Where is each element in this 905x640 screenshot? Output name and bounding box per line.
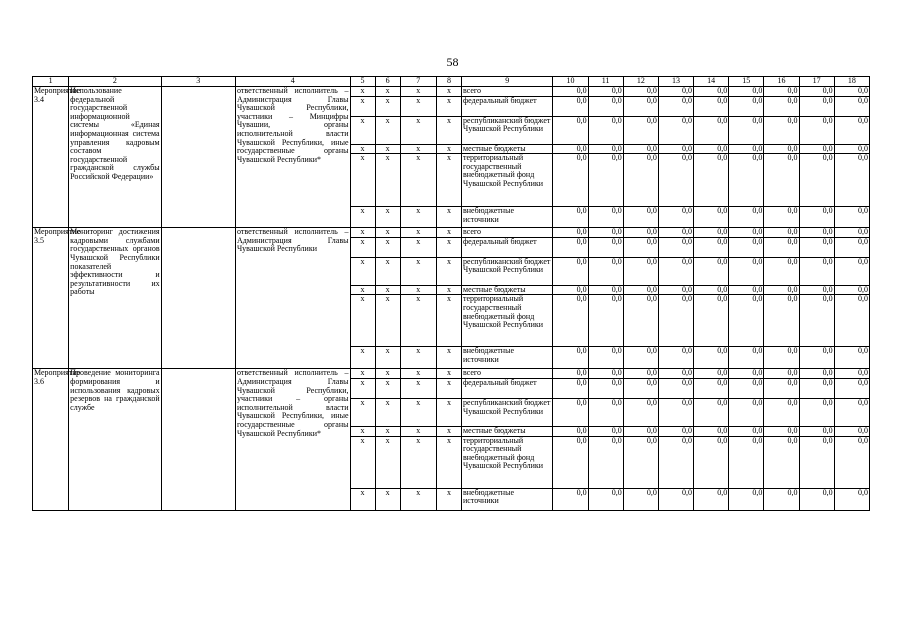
x-mark: x (375, 144, 400, 154)
x-mark: x (375, 426, 400, 436)
amount-cell: 0,0 (834, 488, 869, 510)
amount-cell: 0,0 (729, 144, 764, 154)
x-mark: x (400, 144, 436, 154)
x-mark: x (350, 488, 375, 510)
table-row (33, 228, 870, 238)
amount-cell: 0,0 (694, 347, 729, 369)
table-row (33, 369, 870, 379)
amount-cell: 0,0 (658, 426, 693, 436)
x-mark: x (350, 398, 375, 426)
column-number: 17 (799, 77, 834, 87)
funding-source: республиканский бюджет Чувашской Республики (462, 398, 553, 426)
amount-cell: 0,0 (764, 369, 799, 379)
x-mark: x (436, 144, 461, 154)
x-mark: x (350, 207, 375, 228)
x-mark: x (436, 228, 461, 238)
x-mark: x (400, 285, 436, 295)
amount-cell: 0,0 (729, 488, 764, 510)
amount-cell: 0,0 (588, 257, 623, 285)
column-number: 3 (161, 77, 235, 87)
x-mark: x (350, 347, 375, 369)
amount-cell: 0,0 (694, 96, 729, 116)
activity-name: Использование федеральной государственной информационной системы «Единая информационная система управления кадровым составом государственной гражданской службы Российской Федерации» (69, 87, 161, 228)
activity-code: Мероприятие 3.5 (33, 228, 69, 369)
x-mark: x (400, 369, 436, 379)
amount-cell: 0,0 (553, 426, 588, 436)
x-mark: x (375, 436, 400, 488)
x-mark: x (436, 257, 461, 285)
amount-cell: 0,0 (623, 87, 658, 97)
x-mark: x (400, 96, 436, 116)
x-mark: x (350, 228, 375, 238)
x-mark: x (400, 116, 436, 144)
amount-cell: 0,0 (588, 426, 623, 436)
x-mark: x (400, 295, 436, 347)
amount-cell: 0,0 (588, 144, 623, 154)
amount-cell: 0,0 (623, 488, 658, 510)
x-mark: x (400, 488, 436, 510)
amount-cell: 0,0 (764, 398, 799, 426)
amount-cell: 0,0 (553, 398, 588, 426)
amount-cell: 0,0 (658, 398, 693, 426)
x-mark: x (436, 237, 461, 257)
amount-cell: 0,0 (764, 426, 799, 436)
amount-cell: 0,0 (834, 436, 869, 488)
amount-cell: 0,0 (834, 426, 869, 436)
x-mark: x (436, 398, 461, 426)
column-number: 6 (375, 77, 400, 87)
amount-cell: 0,0 (658, 96, 693, 116)
amount-cell: 0,0 (799, 398, 834, 426)
amount-cell: 0,0 (799, 87, 834, 97)
amount-cell: 0,0 (553, 369, 588, 379)
amount-cell: 0,0 (729, 154, 764, 207)
amount-cell: 0,0 (834, 285, 869, 295)
amount-cell: 0,0 (694, 426, 729, 436)
funding-source: территориальный государственный внебюджетный фонд Чувашской Республики (462, 154, 553, 207)
amount-cell: 0,0 (694, 285, 729, 295)
amount-cell: 0,0 (623, 96, 658, 116)
amount-cell: 0,0 (553, 237, 588, 257)
activity-code: Мероприятие 3.6 (33, 369, 69, 510)
x-mark: x (375, 488, 400, 510)
column-number: 8 (436, 77, 461, 87)
x-mark: x (350, 257, 375, 285)
amount-cell: 0,0 (729, 347, 764, 369)
amount-cell: 0,0 (553, 87, 588, 97)
amount-cell: 0,0 (694, 87, 729, 97)
amount-cell: 0,0 (623, 426, 658, 436)
column-number: 15 (729, 77, 764, 87)
amount-cell: 0,0 (729, 116, 764, 144)
amount-cell: 0,0 (658, 257, 693, 285)
amount-cell: 0,0 (588, 87, 623, 97)
amount-cell: 0,0 (553, 144, 588, 154)
column-number: 7 (400, 77, 436, 87)
amount-cell: 0,0 (658, 369, 693, 379)
amount-cell: 0,0 (553, 347, 588, 369)
amount-cell: 0,0 (694, 398, 729, 426)
amount-cell: 0,0 (799, 228, 834, 238)
funding-source: внебюджетные источники (462, 207, 553, 228)
table-row (33, 87, 870, 97)
funding-source: всего (462, 87, 553, 97)
x-mark: x (375, 369, 400, 379)
amount-cell: 0,0 (694, 207, 729, 228)
amount-cell: 0,0 (588, 347, 623, 369)
x-mark: x (375, 347, 400, 369)
x-mark: x (436, 378, 461, 398)
column-number: 13 (658, 77, 693, 87)
amount-cell: 0,0 (764, 347, 799, 369)
x-mark: x (350, 295, 375, 347)
column-number: 9 (462, 77, 553, 87)
x-mark: x (350, 237, 375, 257)
funding-source: территориальный государственный внебюджетный фонд Чувашской Республики (462, 295, 553, 347)
amount-cell: 0,0 (623, 228, 658, 238)
activity-executor: ответственный исполнитель – Администрация Главы Чувашской Республики (235, 228, 350, 369)
activity-executor: ответственный исполнитель – Администрация Главы Чувашской Республики, участники – органы исполнительной власти Чувашской Республики, иные государственные органы Чувашской Республики* (235, 369, 350, 510)
amount-cell: 0,0 (658, 378, 693, 398)
amount-cell: 0,0 (623, 369, 658, 379)
amount-cell: 0,0 (553, 207, 588, 228)
column-number: 2 (69, 77, 161, 87)
amount-cell: 0,0 (729, 96, 764, 116)
amount-cell: 0,0 (623, 237, 658, 257)
amount-cell: 0,0 (729, 295, 764, 347)
amount-cell: 0,0 (623, 436, 658, 488)
amount-cell: 0,0 (694, 436, 729, 488)
amount-cell: 0,0 (729, 207, 764, 228)
amount-cell: 0,0 (799, 426, 834, 436)
amount-cell: 0,0 (553, 257, 588, 285)
amount-cell: 0,0 (834, 87, 869, 97)
x-mark: x (400, 398, 436, 426)
x-mark: x (350, 285, 375, 295)
amount-cell: 0,0 (729, 237, 764, 257)
x-mark: x (350, 378, 375, 398)
amount-cell: 0,0 (834, 144, 869, 154)
funding-source: республиканский бюджет Чувашской Республики (462, 116, 553, 144)
column-number: 16 (764, 77, 799, 87)
amount-cell: 0,0 (834, 116, 869, 144)
amount-cell: 0,0 (764, 207, 799, 228)
column-number: 10 (553, 77, 588, 87)
x-mark: x (400, 87, 436, 97)
amount-cell: 0,0 (799, 295, 834, 347)
amount-cell: 0,0 (729, 87, 764, 97)
x-mark: x (436, 369, 461, 379)
amount-cell: 0,0 (623, 347, 658, 369)
funding-source: федеральный бюджет (462, 237, 553, 257)
amount-cell: 0,0 (694, 378, 729, 398)
amount-cell: 0,0 (799, 154, 834, 207)
amount-cell: 0,0 (623, 398, 658, 426)
funding-source: внебюджетные источники (462, 347, 553, 369)
amount-cell: 0,0 (799, 116, 834, 144)
activity-code: Мероприятие 3.4 (33, 87, 69, 228)
amount-cell: 0,0 (729, 436, 764, 488)
amount-cell: 0,0 (553, 228, 588, 238)
activity-col3 (161, 369, 235, 510)
amount-cell: 0,0 (553, 154, 588, 207)
amount-cell: 0,0 (764, 237, 799, 257)
amount-cell: 0,0 (658, 295, 693, 347)
amount-cell: 0,0 (658, 154, 693, 207)
amount-cell: 0,0 (553, 378, 588, 398)
x-mark: x (400, 436, 436, 488)
amount-cell: 0,0 (588, 436, 623, 488)
x-mark: x (400, 257, 436, 285)
x-mark: x (375, 285, 400, 295)
activity-name: Мониторинг достижения кадровыми службами государственных органов Чувашской Республики показателей эффективности и результативности их работы (69, 228, 161, 369)
x-mark: x (400, 378, 436, 398)
funding-source: территориальный государственный внебюджетный фонд Чувашской Республики (462, 436, 553, 488)
column-number: 4 (235, 77, 350, 87)
column-number: 1 (33, 77, 69, 87)
amount-cell: 0,0 (729, 398, 764, 426)
amount-cell: 0,0 (694, 369, 729, 379)
amount-cell: 0,0 (658, 87, 693, 97)
amount-cell: 0,0 (588, 154, 623, 207)
activity-col3 (161, 228, 235, 369)
amount-cell: 0,0 (623, 378, 658, 398)
x-mark: x (436, 285, 461, 295)
amount-cell: 0,0 (764, 488, 799, 510)
x-mark: x (375, 116, 400, 144)
amount-cell: 0,0 (799, 285, 834, 295)
funding-source: местные бюджеты (462, 144, 553, 154)
funding-source: всего (462, 228, 553, 238)
amount-cell: 0,0 (764, 285, 799, 295)
amount-cell: 0,0 (588, 369, 623, 379)
amount-cell: 0,0 (658, 488, 693, 510)
column-number: 14 (694, 77, 729, 87)
x-mark: x (375, 228, 400, 238)
x-mark: x (436, 116, 461, 144)
amount-cell: 0,0 (764, 295, 799, 347)
x-mark: x (436, 96, 461, 116)
amount-cell: 0,0 (553, 436, 588, 488)
amount-cell: 0,0 (729, 426, 764, 436)
x-mark: x (350, 426, 375, 436)
x-mark: x (350, 87, 375, 97)
amount-cell: 0,0 (799, 436, 834, 488)
amount-cell: 0,0 (729, 285, 764, 295)
amount-cell: 0,0 (764, 436, 799, 488)
amount-cell: 0,0 (799, 144, 834, 154)
x-mark: x (375, 207, 400, 228)
x-mark: x (400, 207, 436, 228)
amount-cell: 0,0 (588, 116, 623, 144)
x-mark: x (400, 347, 436, 369)
x-mark: x (400, 237, 436, 257)
amount-cell: 0,0 (694, 257, 729, 285)
column-number-row (33, 77, 870, 87)
amount-cell: 0,0 (694, 228, 729, 238)
amount-cell: 0,0 (658, 436, 693, 488)
amount-cell: 0,0 (553, 116, 588, 144)
amount-cell: 0,0 (799, 207, 834, 228)
amount-cell: 0,0 (623, 116, 658, 144)
amount-cell: 0,0 (588, 378, 623, 398)
amount-cell: 0,0 (729, 369, 764, 379)
funding-source: местные бюджеты (462, 426, 553, 436)
amount-cell: 0,0 (764, 116, 799, 144)
amount-cell: 0,0 (623, 154, 658, 207)
x-mark: x (400, 154, 436, 207)
amount-cell: 0,0 (588, 488, 623, 510)
amount-cell: 0,0 (553, 96, 588, 116)
amount-cell: 0,0 (764, 144, 799, 154)
amount-cell: 0,0 (834, 228, 869, 238)
funding-source: всего (462, 369, 553, 379)
x-mark: x (375, 257, 400, 285)
x-mark: x (350, 436, 375, 488)
funding-source: республиканский бюджет Чувашской Республики (462, 257, 553, 285)
funding-source: внебюджетные источники (462, 488, 553, 510)
amount-cell: 0,0 (588, 207, 623, 228)
amount-cell: 0,0 (694, 116, 729, 144)
amount-cell: 0,0 (799, 96, 834, 116)
funding-source: местные бюджеты (462, 285, 553, 295)
column-number: 12 (623, 77, 658, 87)
amount-cell: 0,0 (658, 347, 693, 369)
column-number: 11 (588, 77, 623, 87)
amount-cell: 0,0 (588, 398, 623, 426)
amount-cell: 0,0 (588, 228, 623, 238)
x-mark: x (350, 96, 375, 116)
amount-cell: 0,0 (658, 207, 693, 228)
amount-cell: 0,0 (729, 378, 764, 398)
amount-cell: 0,0 (729, 228, 764, 238)
amount-cell: 0,0 (764, 154, 799, 207)
amount-cell: 0,0 (553, 285, 588, 295)
column-number: 18 (834, 77, 869, 87)
amount-cell: 0,0 (658, 237, 693, 257)
amount-cell: 0,0 (658, 285, 693, 295)
x-mark: x (350, 369, 375, 379)
x-mark: x (375, 378, 400, 398)
amount-cell: 0,0 (694, 154, 729, 207)
activity-executor: ответственный исполнитель – Администрация Главы Чувашской Республики, участники – Минцифры Чувашии, органы исполнительной власти Чувашской Республики, иные государственные органы Чувашской Республики* (235, 87, 350, 228)
x-mark: x (375, 87, 400, 97)
amount-cell: 0,0 (588, 96, 623, 116)
amount-cell: 0,0 (799, 369, 834, 379)
x-mark: x (436, 426, 461, 436)
x-mark: x (350, 154, 375, 207)
page-number: 58 (446, 55, 459, 69)
amount-cell: 0,0 (799, 347, 834, 369)
amount-cell: 0,0 (834, 96, 869, 116)
amount-cell: 0,0 (834, 154, 869, 207)
amount-cell: 0,0 (694, 237, 729, 257)
x-mark: x (436, 295, 461, 347)
amount-cell: 0,0 (623, 257, 658, 285)
x-mark: x (436, 436, 461, 488)
x-mark: x (375, 295, 400, 347)
x-mark: x (375, 96, 400, 116)
amount-cell: 0,0 (623, 295, 658, 347)
amount-cell: 0,0 (729, 257, 764, 285)
amount-cell: 0,0 (799, 257, 834, 285)
x-mark: x (350, 116, 375, 144)
amount-cell: 0,0 (834, 237, 869, 257)
amount-cell: 0,0 (658, 228, 693, 238)
amount-cell: 0,0 (799, 488, 834, 510)
amount-cell: 0,0 (834, 295, 869, 347)
amount-cell: 0,0 (588, 237, 623, 257)
amount-cell: 0,0 (553, 488, 588, 510)
funding-source: федеральный бюджет (462, 96, 553, 116)
amount-cell: 0,0 (694, 488, 729, 510)
amount-cell: 0,0 (834, 378, 869, 398)
amount-cell: 0,0 (764, 257, 799, 285)
amount-cell: 0,0 (764, 228, 799, 238)
amount-cell: 0,0 (799, 378, 834, 398)
amount-cell: 0,0 (553, 295, 588, 347)
amount-cell: 0,0 (799, 237, 834, 257)
amount-cell: 0,0 (623, 207, 658, 228)
budget-table (32, 76, 870, 511)
amount-cell: 0,0 (764, 87, 799, 97)
amount-cell: 0,0 (694, 144, 729, 154)
x-mark: x (436, 347, 461, 369)
activity-col3 (161, 87, 235, 228)
amount-cell: 0,0 (658, 144, 693, 154)
amount-cell: 0,0 (834, 347, 869, 369)
column-number: 5 (350, 77, 375, 87)
amount-cell: 0,0 (834, 257, 869, 285)
amount-cell: 0,0 (623, 285, 658, 295)
amount-cell: 0,0 (834, 398, 869, 426)
amount-cell: 0,0 (588, 285, 623, 295)
amount-cell: 0,0 (764, 378, 799, 398)
amount-cell: 0,0 (834, 369, 869, 379)
x-mark: x (375, 398, 400, 426)
x-mark: x (436, 154, 461, 207)
x-mark: x (375, 237, 400, 257)
amount-cell: 0,0 (694, 295, 729, 347)
x-mark: x (400, 228, 436, 238)
x-mark: x (400, 426, 436, 436)
amount-cell: 0,0 (588, 295, 623, 347)
x-mark: x (436, 87, 461, 97)
amount-cell: 0,0 (834, 207, 869, 228)
activity-name: Проведение мониторинга формирования и использования кадровых резервов на гражданской службе (69, 369, 161, 510)
x-mark: x (375, 154, 400, 207)
x-mark: x (350, 144, 375, 154)
x-mark: x (436, 488, 461, 510)
x-mark: x (436, 207, 461, 228)
funding-source: федеральный бюджет (462, 378, 553, 398)
amount-cell: 0,0 (658, 116, 693, 144)
amount-cell: 0,0 (764, 96, 799, 116)
amount-cell: 0,0 (623, 144, 658, 154)
